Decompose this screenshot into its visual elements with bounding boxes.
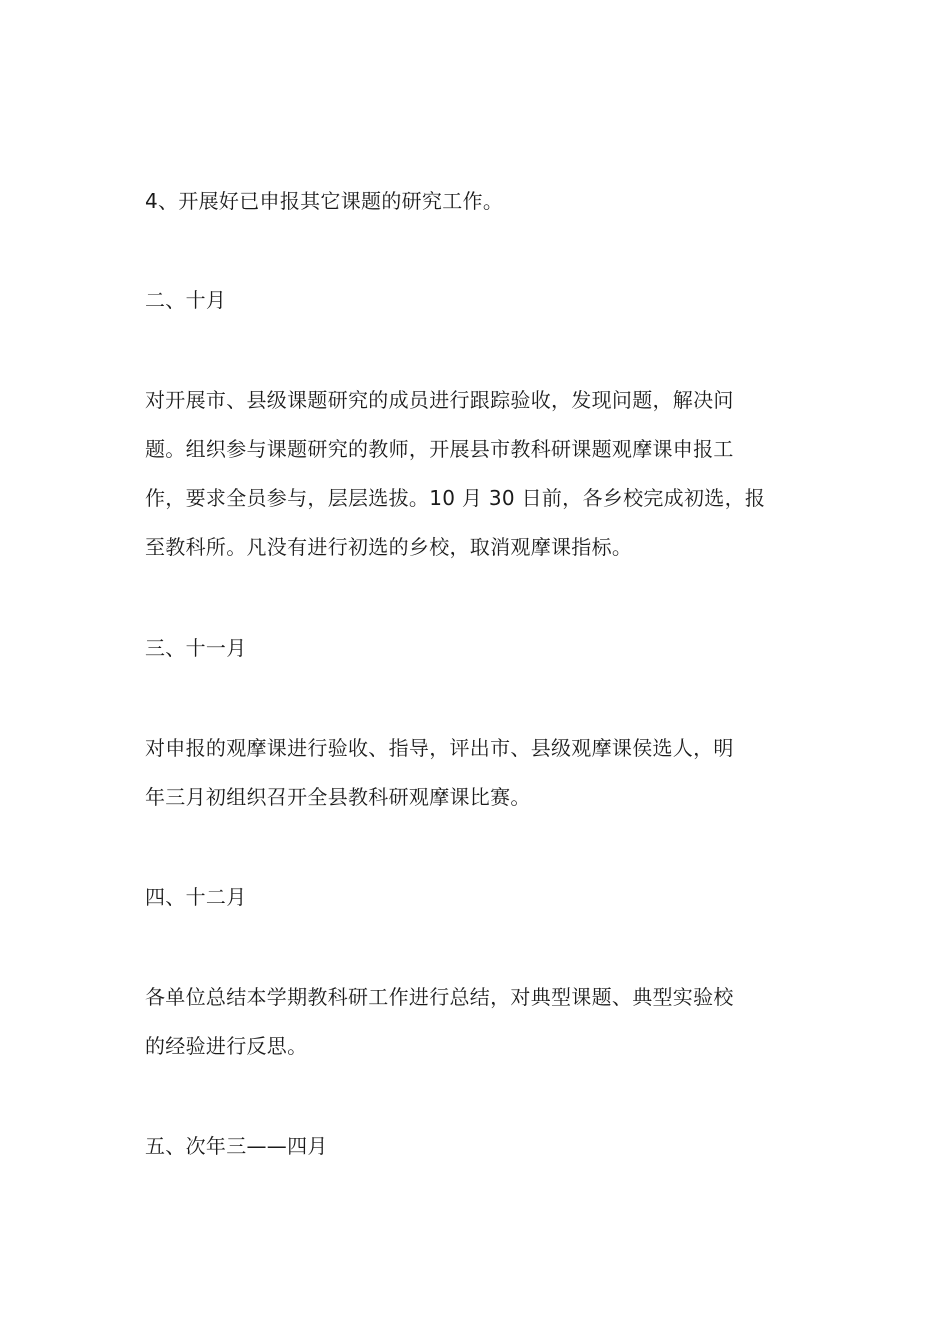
section-heading-november: 三、十一月 (145, 636, 247, 660)
paragraph-line: 至教科所。凡没有进行初选的乡校，取消观摩课指标。 (145, 535, 633, 559)
paragraph-line: 对开展市、县级课题研究的成员进行跟踪验收，发现问题，解决问 (145, 388, 734, 412)
paragraph-line: 年三月初组织召开全县教科研观摩课比赛。 (145, 785, 531, 809)
section-heading-october: 二、十月 (145, 288, 227, 312)
paragraph-line: 各单位总结本学期教科研工作进行总结，对典型课题、典型实验校 (145, 985, 734, 1009)
paragraph-line: 作，要求全员参与，层层选拔。10 月 30 日前，各乡校完成初选，报 (145, 486, 766, 510)
section-heading-march-april: 五、次年三——四月 (145, 1134, 328, 1158)
paragraph-line: 的经验进行反思。 (145, 1034, 308, 1058)
paragraph-line: 对申报的观摩课进行验收、指导，评出市、县级观摩课侯选人，明 (145, 736, 734, 760)
section-body-november (145, 724, 810, 822)
item-4-text: 4、开展好已申报其它课题的研究工作。 (145, 189, 504, 213)
section-heading-december: 四、十二月 (145, 885, 247, 909)
paragraph-line: 题。组织参与课题研究的教师，开展县市教科研课题观摩课申报工 (145, 437, 734, 461)
section-body-october (145, 376, 810, 572)
section-body-december (145, 973, 810, 1071)
